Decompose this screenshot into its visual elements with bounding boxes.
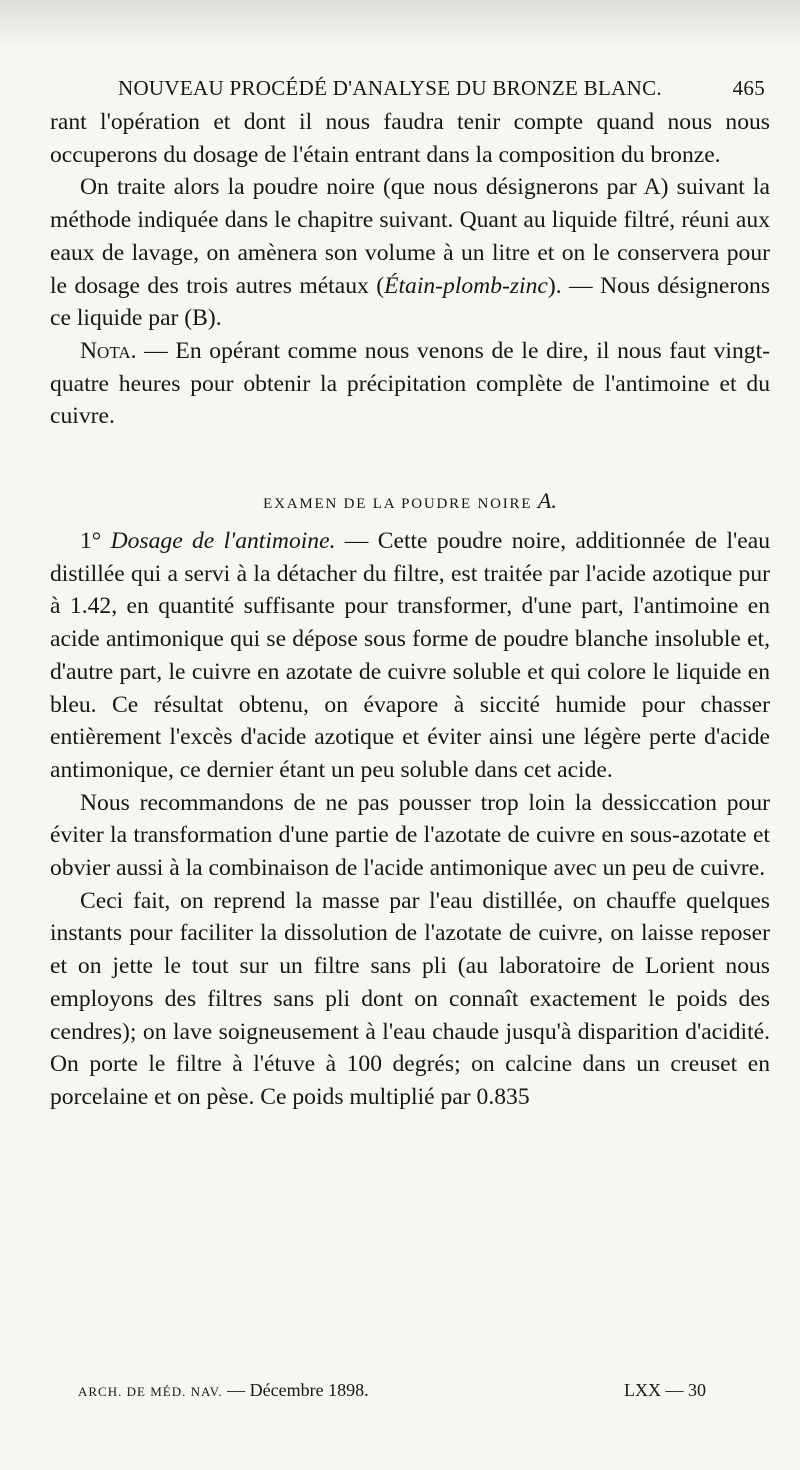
footer-journal-name: ARCH. DE MÉD. NAV. bbox=[78, 1384, 223, 1399]
paragraph-filtration: Ceci fait, on reprend la masse par l'eau distillée, on chauffe quelques instants pour faciliter la dissolution de l'azotate de cuivre, on laisse reposer et on jette le tout sur un filtre sans pli (au laboratoire de Lorient nous employons des filtres sans pli dont on connaît exactement le poids des cendres); on lave soigneusement à l'eau chaude jusqu'à disparition d'acidité. On porte le filtre à l'étuve à 100 degrés; on calcine dans un creuset en porcelaine et on pèse. Ce poids multiplié par 0.835 bbox=[50, 887, 770, 1110]
paragraph-text-end: ). — Nous désignerons ce liquide par (B). bbox=[50, 272, 770, 332]
paragraph-text: — Cette poudre noire, additionnée de l'eau distillée qui a servi à la détacher du filtre, est traitée par l'acide azotique pur à 1.42, en quantité suffisante pour transformer, d'une part, l'antimoine en acide antimonique qui se dépose sous forme de poudre blanche insoluble et, d'autre part, le cuivre en azotate de cuivre soluble et qui colore le liquide en bleu. Ce résultat obtenu, on évapore à siccité humide pour chasser entièrement l'excès d'acide azotique et éviter ainsi une légère perte d'acide antimonique, ce dernier étant un peu soluble dans cet acide. bbox=[50, 528, 770, 783]
metals-italic: Étain-plomb-zinc bbox=[384, 272, 548, 299]
nota-text: — En opérant comme nous venons de le dire, il nous faut vingt-quatre heures pour obtenir la précipitation complète de l'antimoine et du cuivre. bbox=[50, 337, 770, 430]
running-header bbox=[50, 72, 770, 106]
footer-journal bbox=[78, 1380, 369, 1401]
paragraph-dessiccation: Nous recommandons de ne pas pousser trop loin la dessiccation pour éviter la transformation d'une partie de l'azotate de cuivre en sous-azotate et obvier aussi à la combinaison de l'acide antimonique avec un peu de cuivre. bbox=[50, 789, 770, 882]
paragraph-poudre-noire bbox=[50, 171, 770, 335]
nota-label: Nota. bbox=[80, 337, 137, 364]
paragraph-nota bbox=[50, 335, 770, 433]
subsection-title: Dosage de l'antimoine. bbox=[110, 528, 336, 555]
paragraph-dosage-antimoine bbox=[50, 525, 770, 787]
document-page bbox=[50, 72, 770, 1114]
page-number: 465 bbox=[732, 76, 765, 100]
running-title: NOUVEAU PROCÉDÉ D'ANALYSE DU BRONZE BLANC. bbox=[118, 76, 662, 100]
footer-date: — Décembre 1898. bbox=[222, 1380, 369, 1400]
page-footer bbox=[78, 1380, 706, 1410]
scan-edge-shadow bbox=[0, 0, 800, 48]
item-number: 1° bbox=[80, 528, 111, 555]
paragraph-text: On traite alors la poudre noire (que nous désignerons par A) suivant la méthode indiquée dans le chapitre suivant. Quant au liquide filtré, réuni aux eaux de lavage, on amènera son volume à un litre et on le conservera pour le dosage des trois autres métaux ( bbox=[50, 174, 770, 299]
section-heading-letter: A. bbox=[537, 488, 557, 514]
footer-signature: LXX — 30 bbox=[624, 1380, 706, 1400]
section-heading-text: EXAMEN DE LA POUDRE NOIRE bbox=[263, 496, 533, 513]
paragraph-continuation: rant l'opération et dont il nous faudra tenir compte quand nous nous occuperons du dosage de l'étain entrant dans la composition du bronze. bbox=[50, 109, 770, 168]
section-heading bbox=[50, 485, 770, 517]
